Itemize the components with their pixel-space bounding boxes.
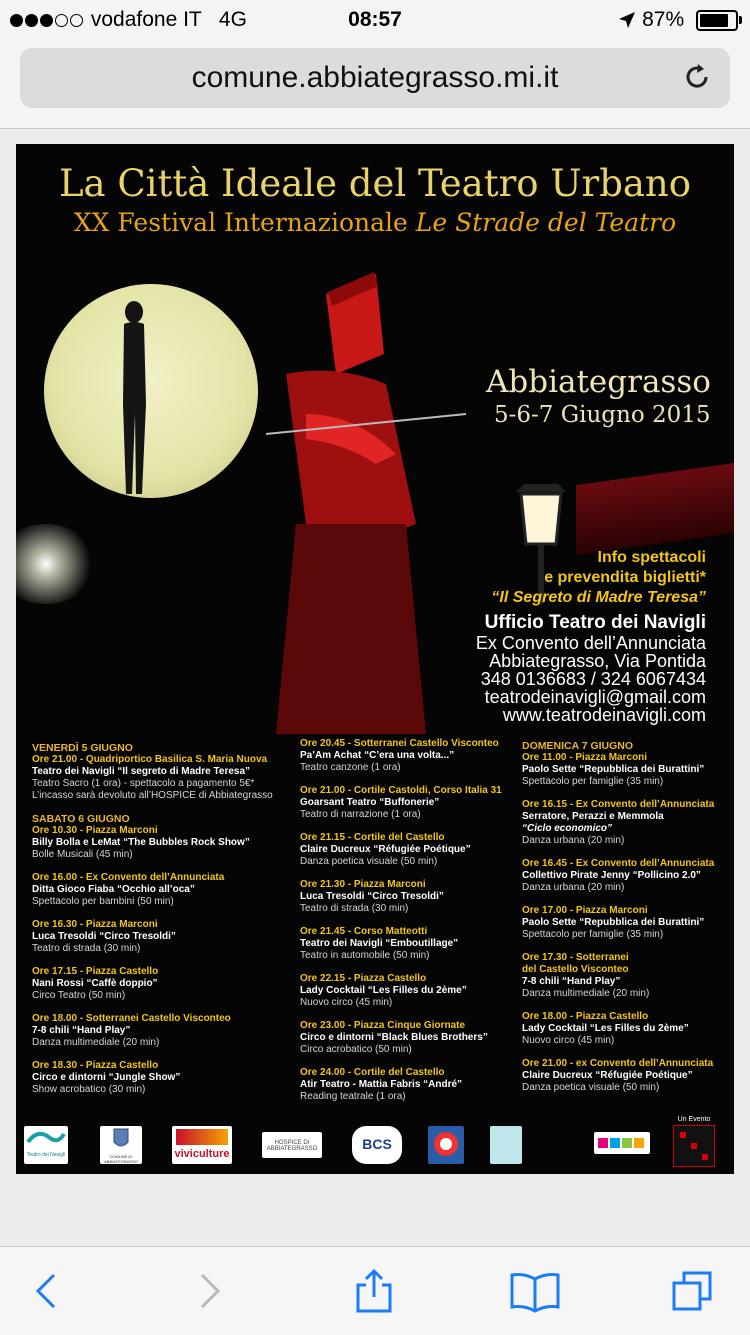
info-line: e prevendita biglietti* bbox=[544, 569, 706, 586]
event-time: Ore 21.00 - Quadriportico Basilica S. Maria Nuova bbox=[32, 754, 268, 765]
event-name-title: “Ciclo economico” bbox=[522, 823, 613, 834]
battery-icon bbox=[696, 10, 738, 31]
event-desc: Danza urbana (20 min) bbox=[522, 835, 625, 846]
event-name: Paolo Sette “Repubblica dei Burattini” bbox=[522, 917, 705, 928]
event-time: Ore 21.30 - Piazza Marconi bbox=[300, 879, 426, 890]
logo-text: Teatro dei Navigli bbox=[26, 1152, 66, 1158]
event-name: Billy Bolla e LeMat “The Bubbles Rock Show” bbox=[32, 837, 250, 848]
office-line: Ex Convento dell’Annunciata bbox=[475, 633, 706, 653]
event-time: Ore 10.30 - Piazza Marconi bbox=[32, 825, 158, 836]
event-time: Ore 11.00 - Piazza Marconi bbox=[522, 752, 648, 763]
event-time: Ore 17.00 - Piazza Marconi bbox=[522, 905, 648, 916]
event-desc: Spettacolo per bambini (50 min) bbox=[32, 896, 174, 907]
silhouette-figure-image bbox=[106, 284, 166, 514]
schedule-event bbox=[300, 832, 530, 868]
event-desc: Bolle Musicali (45 min) bbox=[32, 849, 133, 860]
poster-dates: 5-6-7 Giugno 2015 bbox=[494, 402, 711, 428]
schedule-event bbox=[300, 926, 530, 962]
logo-text: viviculture bbox=[174, 1148, 230, 1160]
poster-subtitle bbox=[16, 208, 734, 237]
event-time: Ore 16.30 - Piazza Marconi bbox=[32, 919, 158, 930]
schedule-event bbox=[32, 813, 292, 861]
network-type: 4G bbox=[218, 8, 247, 31]
event-desc: Show acrobatico (30 min) bbox=[32, 1084, 146, 1095]
event-time-location: del Castello Visconteo bbox=[522, 964, 629, 975]
schedule-event bbox=[32, 1060, 292, 1096]
logo-viviculture bbox=[172, 1126, 232, 1164]
schedule-event bbox=[32, 1013, 292, 1049]
event-name: Ditta Gioco Fiaba “Occhio all’oca” bbox=[32, 884, 195, 895]
event-desc: Danza poetica visuale (50 min) bbox=[300, 856, 438, 867]
browser-url-area bbox=[0, 40, 750, 129]
schedule-event bbox=[300, 1020, 530, 1056]
schedule-event bbox=[522, 858, 732, 894]
office-line: 348 0136683 / 324 6067434 bbox=[480, 669, 706, 689]
address-bar[interactable] bbox=[20, 48, 730, 108]
logo-text: Un Evento bbox=[677, 1116, 711, 1123]
office-line: Abbiategrasso, Via Pontida bbox=[489, 651, 706, 671]
event-desc: Spettacolo per famiglie (35 min) bbox=[522, 776, 664, 787]
battery-percent: 87% bbox=[642, 8, 685, 31]
event-desc: Teatro di strada (30 min) bbox=[32, 943, 141, 954]
event-name: Goarsant Teatro “Buffonerie” bbox=[300, 797, 440, 808]
logo-text: COMUNE DI ABBIATEGRASSO bbox=[104, 1154, 138, 1164]
forward-icon[interactable] bbox=[186, 1269, 230, 1313]
event-time: Ore 20.45 - Sotterranei Castello Visconteo bbox=[300, 738, 499, 749]
stage-light-image bbox=[16, 524, 96, 604]
event-time: Ore 21.15 - Cortile del Castello bbox=[300, 832, 445, 843]
logo-expo bbox=[594, 1132, 650, 1154]
office-website[interactable]: www.teatrodeinavigli.com bbox=[502, 705, 706, 725]
event-time: Ore 16.15 - Ex Convento dell’Annunciata bbox=[522, 799, 715, 810]
event-name: Luca Tresoldi “Circo Tresoldi” bbox=[32, 931, 176, 942]
schedule-event bbox=[522, 905, 732, 941]
event-desc: Teatro in automobile (50 min) bbox=[300, 950, 430, 961]
event-name: Lady Cocktail “Les Filles du 2ème” bbox=[300, 985, 467, 996]
schedule-column-friday-saturday bbox=[32, 742, 292, 1107]
info-line: Info spettacoli bbox=[597, 549, 706, 566]
event-time: Ore 18.30 - Piazza Castello bbox=[32, 1060, 159, 1071]
logo-un-evento bbox=[664, 1116, 724, 1168]
logo-comune bbox=[100, 1126, 142, 1164]
event-desc: Spettacolo per famiglie (35 min) bbox=[522, 929, 664, 940]
event-time: Ore 18.00 - Piazza Castello bbox=[522, 1011, 649, 1022]
back-icon[interactable] bbox=[26, 1269, 70, 1313]
logo-sponsor-blue bbox=[428, 1126, 464, 1164]
event-desc: Teatro Sacro (1 ora) - spettacolo a pagamento 5€* bbox=[32, 778, 255, 789]
day-heading: SABATO 6 GIUGNO bbox=[32, 813, 130, 825]
event-desc: Danza urbana (20 min) bbox=[522, 882, 625, 893]
logo-bcs bbox=[352, 1126, 402, 1164]
event-time: Ore 21.00 - Cortile Castoldi, Corso Italia 31 bbox=[300, 785, 502, 796]
browser-toolbar bbox=[0, 1246, 750, 1335]
event-desc: Teatro canzone (1 ora) bbox=[300, 762, 401, 773]
event-time: Ore 24.00 - Cortile del Castello bbox=[300, 1067, 445, 1078]
bookmarks-icon[interactable] bbox=[508, 1269, 562, 1313]
carrier-name: vodafone IT bbox=[90, 8, 202, 31]
event-name: Atir Teatro - Mattia Fabris “André” bbox=[300, 1079, 463, 1090]
logo-teatro-navigli bbox=[24, 1126, 68, 1164]
event-name: Claire Ducreux “Réfugiée Poétique” bbox=[300, 844, 471, 855]
subtitle-italic: Le Strade del Teatro bbox=[415, 208, 677, 237]
ticket-info bbox=[491, 548, 706, 608]
event-desc: Danza multimediale (20 min) bbox=[32, 1037, 160, 1048]
event-name: Collettivo Pirate Jenny “Pollicino 2.0” bbox=[522, 870, 701, 881]
festival-poster bbox=[16, 144, 734, 1174]
location-arrow-icon bbox=[618, 8, 636, 31]
office-email[interactable]: teatrodeinavigli@gmail.com bbox=[484, 687, 706, 707]
event-time: Ore 21.45 - Corso Matteotti bbox=[300, 926, 428, 937]
schedule-event bbox=[300, 973, 530, 1009]
event-name: Pa’Am Achat “C’era una volta...” bbox=[300, 750, 455, 761]
event-desc: Nuovo circo (45 min) bbox=[522, 1035, 615, 1046]
sponsor-logos bbox=[16, 1122, 734, 1174]
poster-city: Abbiategrasso bbox=[486, 364, 711, 400]
office-title: Ufficio Teatro dei Navigli bbox=[484, 612, 706, 633]
schedule-event bbox=[300, 738, 530, 774]
red-performer-image bbox=[266, 264, 506, 734]
event-time: Ore 16.00 - Ex Convento dell’Annunciata bbox=[32, 872, 225, 883]
schedule-event bbox=[522, 1058, 732, 1094]
logo-text: BCS bbox=[362, 1136, 392, 1152]
logo-sponsor-teal bbox=[490, 1126, 522, 1164]
red-curtain-image bbox=[576, 463, 734, 555]
event-desc: Circo acrobatico (50 min) bbox=[300, 1044, 412, 1055]
event-time: Ore 21.00 - ex Convento dell’Annunciata bbox=[522, 1058, 714, 1069]
event-name: Paolo Sette “Repubblica dei Burattini” bbox=[522, 764, 705, 775]
subtitle-prefix: XX Festival Internazionale bbox=[73, 208, 408, 237]
logo-text: HOSPICE DI ABBIATEGRASSO bbox=[266, 1140, 318, 1152]
reload-icon[interactable] bbox=[682, 62, 712, 92]
event-desc: Danza multimediale (20 min) bbox=[522, 988, 650, 999]
url-text[interactable]: comune.abbiategrasso.mi.it bbox=[191, 61, 559, 94]
event-time: Ore 18.00 - Sotterranei Castello Visconteo bbox=[32, 1013, 231, 1024]
schedule-event bbox=[522, 1011, 732, 1047]
event-time: Ore 16.45 - Ex Convento dell’Annunciata bbox=[522, 858, 715, 869]
event-time: Ore 23.00 - Piazza Cinque Giornate bbox=[300, 1020, 466, 1031]
event-time: Ore 22.15 - Piazza Castello bbox=[300, 973, 427, 984]
schedule-event bbox=[32, 966, 292, 1002]
event-desc: Teatro di narrazione (1 ora) bbox=[300, 809, 421, 820]
event-name: Lady Cocktail “Les Filles du 2ème” bbox=[522, 1023, 689, 1034]
schedule-event bbox=[32, 919, 292, 955]
day-heading: VENERDÌ 5 GIUGNO bbox=[32, 742, 133, 754]
event-time: Ore 17.30 - Sotterranei bbox=[522, 952, 629, 963]
schedule-event bbox=[522, 740, 732, 788]
event-desc: Nuovo circo (45 min) bbox=[300, 997, 393, 1008]
office-contact bbox=[476, 614, 706, 724]
schedule-event bbox=[522, 952, 732, 1000]
schedule-event bbox=[32, 742, 292, 802]
event-name: Circo e dintorni “Jungle Show” bbox=[32, 1072, 181, 1083]
schedule-event bbox=[300, 1067, 530, 1103]
event-name: Luca Tresoldi “Circo Tresoldi” bbox=[300, 891, 444, 902]
info-line: “Il Segreto di Madre Teresa” bbox=[491, 589, 706, 606]
event-desc: Danza poetica visuale (50 min) bbox=[522, 1082, 660, 1093]
logo-hospice bbox=[262, 1132, 322, 1158]
status-right bbox=[618, 8, 738, 32]
event-desc: Circo Teatro (50 min) bbox=[32, 990, 126, 1001]
event-name: Circo e dintorni “Black Blues Brothers” bbox=[300, 1032, 488, 1043]
event-name: Teatro dei Navigli “Emboutillage” bbox=[300, 938, 459, 949]
event-name: Claire Ducreux “Réfugiée Poétique” bbox=[522, 1070, 693, 1081]
share-icon[interactable] bbox=[352, 1269, 396, 1313]
status-bar bbox=[0, 0, 750, 40]
event-name: Teatro dei Navigli “Il segreto di Madre Teresa” bbox=[32, 766, 251, 777]
event-name: Nani Rossi “Caffè doppio” bbox=[32, 978, 158, 989]
event-desc: Reading teatrale (1 ora) bbox=[300, 1091, 406, 1102]
schedule-event bbox=[300, 879, 530, 915]
schedule-event bbox=[522, 799, 732, 847]
event-name: Serratore, Perazzi e Memmola bbox=[522, 811, 664, 822]
clock: 08:57 bbox=[348, 8, 402, 31]
schedule-event bbox=[32, 872, 292, 908]
schedule-column-saturday-night bbox=[300, 738, 530, 1114]
event-note: L’incasso sarà devoluto all’HOSPICE di Abbiategrasso bbox=[32, 790, 273, 801]
event-name: 7-8 chili “Hand Play” bbox=[32, 1025, 131, 1036]
event-name: 7-8 chili “Hand Play” bbox=[522, 976, 621, 987]
tabs-icon[interactable] bbox=[670, 1269, 714, 1313]
day-heading: DOMENICA 7 GIUGNO bbox=[522, 740, 634, 752]
schedule-event bbox=[300, 785, 530, 821]
event-time: Ore 17.15 - Piazza Castello bbox=[32, 966, 159, 977]
poster-title: La Città Ideale del Teatro Urbano bbox=[58, 162, 692, 205]
schedule-column-sunday bbox=[522, 740, 732, 1105]
event-desc: Teatro di strada (30 min) bbox=[300, 903, 409, 914]
